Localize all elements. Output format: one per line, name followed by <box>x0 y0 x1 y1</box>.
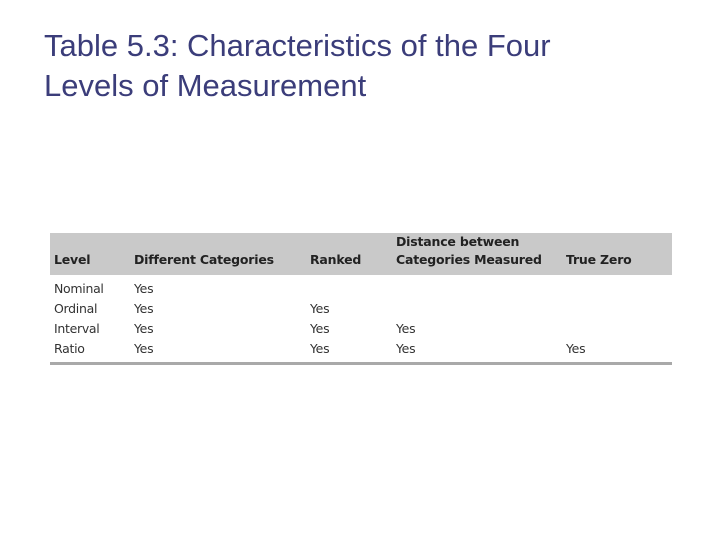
cell-level: Ratio <box>54 341 85 356</box>
table-row <box>50 339 672 359</box>
cell-ranked: Yes <box>310 301 330 316</box>
measurement-table-container <box>50 233 672 365</box>
header-distance <box>392 233 562 275</box>
cell-true-zero <box>562 275 672 299</box>
table-row <box>50 275 672 299</box>
header-level: Level <box>54 252 91 267</box>
slide-title-line-1: Table 5.3: Characteristics of the Four <box>44 28 551 63</box>
slide-title-line-2: Levels of Measurement <box>44 68 367 103</box>
header-distance-line-2: Categories Measured <box>396 252 542 267</box>
table-bottom-rule <box>50 362 672 365</box>
cell-distance <box>392 299 562 319</box>
table-row <box>50 299 672 319</box>
cell-ranked: Yes <box>310 341 330 356</box>
cell-ranked <box>306 275 392 299</box>
cell-level: Ordinal <box>54 301 98 316</box>
table-header-row <box>50 233 672 275</box>
table-body <box>50 275 672 359</box>
slide-title <box>44 26 684 106</box>
cell-level: Interval <box>54 321 100 336</box>
header-distance-line-1: Distance between <box>396 234 520 249</box>
cell-true-zero <box>562 319 672 339</box>
cell-different-categories: Yes <box>134 301 154 316</box>
cell-different-categories: Yes <box>134 281 154 296</box>
cell-distance <box>392 275 562 299</box>
header-ranked: Ranked <box>310 252 362 267</box>
cell-level: Nominal <box>54 281 104 296</box>
cell-different-categories: Yes <box>134 341 154 356</box>
table-row <box>50 319 672 339</box>
measurement-levels-table <box>50 233 672 359</box>
cell-distance: Yes <box>396 341 416 356</box>
header-different-categories: Different Categories <box>134 252 274 267</box>
cell-different-categories: Yes <box>134 321 154 336</box>
header-true-zero: True Zero <box>566 252 632 267</box>
cell-true-zero: Yes <box>566 341 586 356</box>
cell-true-zero <box>562 299 672 319</box>
table-header <box>50 233 672 275</box>
cell-distance: Yes <box>396 321 416 336</box>
cell-ranked: Yes <box>310 321 330 336</box>
